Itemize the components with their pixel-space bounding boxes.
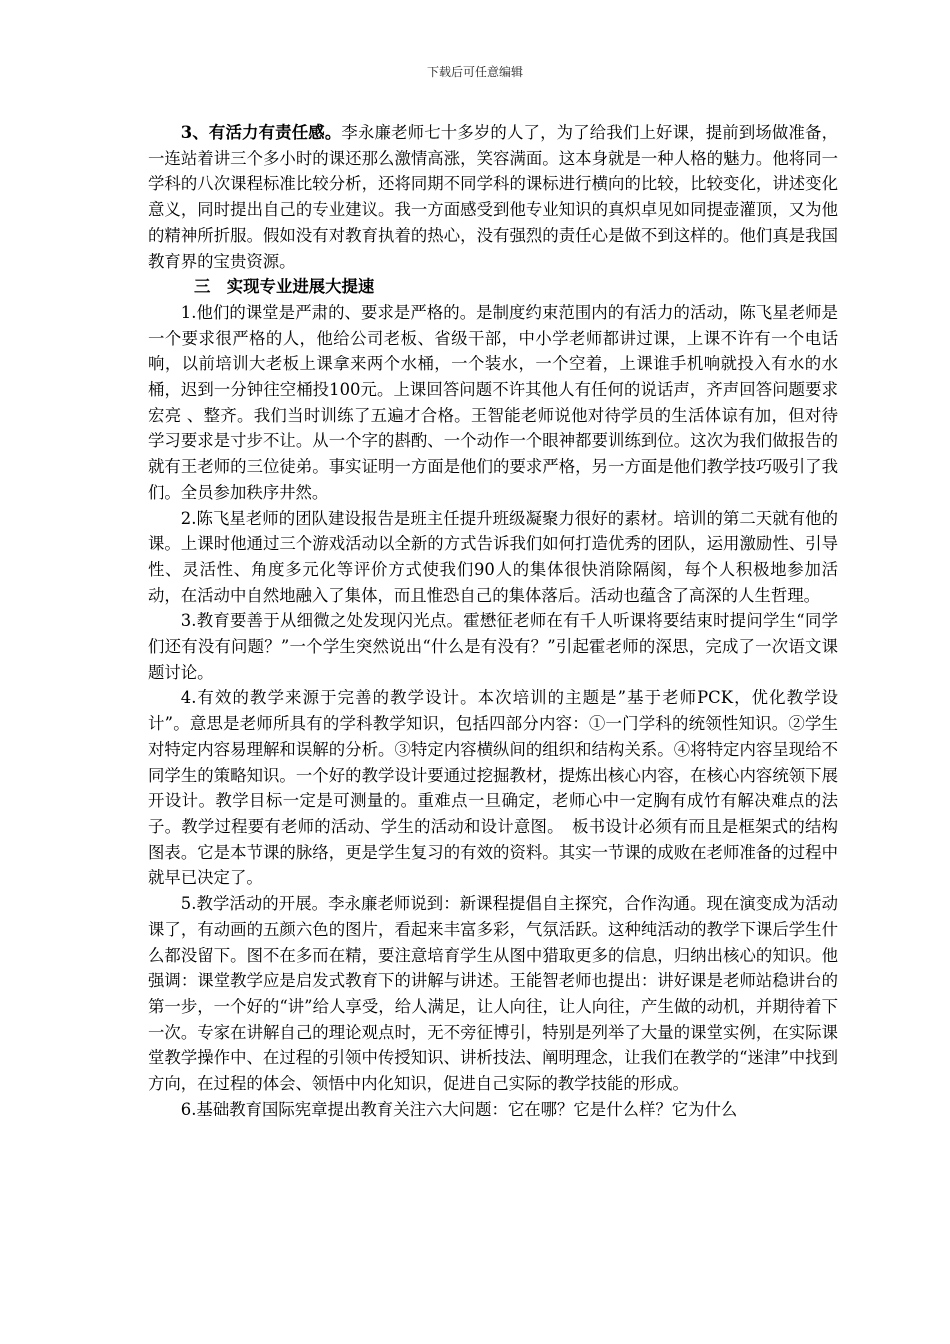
document-body — [148, 120, 838, 1122]
paragraph-4: 4.有效的教学来源于完善的教学设计。本次培训的主题是”基于老师PCK，优化教学设计”。意思是老师所具有的学科教学知识，包括四部分内容：①一门学科的统领性知识。②学生对特定内容易理解和误解的分析。③特定内容横纵间的组织和结构关系。④将特定内容呈现给不同学生的策略知识。一个好的教学设计要通过挖掘教材，提炼出核心内容，在核心内容统领下展开设计。教学目标一定是可测量的。重难点一旦确定，老师心中一定胸有成竹有解决难点的法子。教学过程要有老师的活动、学生的活动和设计意图。 板书设计必须有而且是框架式的结构图表。它是本节课的脉络，更是学生复习的有效的资料。其实一节课的成败在老师准备的过程中就早已决定了。 — [148, 688, 838, 888]
paragraph-3: 3.教育要善于从细微之处发现闪光点。霍懋征老师在有千人听课将要结束时提问学生“同学们还有没有问题？”一个学生突然说出“什么是有没有？”引起霍老师的深思，完成了一次语文课题讨论。 — [148, 611, 838, 682]
paragraph-5: 5.教学活动的开展。李永廉老师说到：新课程提倡自主探究，合作沟通。现在演变成为活动课了，有动画的五颜六色的图片，看起来丰富多彩，气氛活跃。这种纯活动的教学下课后学生什么都没留下。图不在多而在精，要注意培育学生从图中猎取更多的信息，归纳出核心的知识。他强调：课堂教学应是启发式教育下的讲解与讲述。王能智老师也提出：讲好课是老师站稳讲台的第一步，一个好的“讲”给人享受，给人满足，让人向往，让人向往，产生做的动机，并期待着下一次。专家在讲解自己的理论观点时，无不旁征博引，特别是列举了大量的课堂实例，在实际课堂教学操作中、在过程的引领中传授知识、讲析技法、阐明理念，让我们在教学的“迷津”中找到方向，在过程的体会、领悟中内化知识，促进自己实际的教学技能的形成。 — [148, 894, 838, 1094]
paragraph-6: 6.基础教育国际宪章提出教育关注六大问题：它在哪？它是什么样？它为什么 — [180, 1099, 738, 1119]
paragraph-2: 2.陈飞星老师的团队建设报告是班主任提升班级凝聚力很好的素材。培训的第二天就有他的课。上课时他通过三个游戏活动以全新的方式告诉我们如何打造优秀的团队，运用激励性、引导性、灵活性、角度多元化等评价方式使我们90人的集体很快消除隔阂，每个人积极地参加活动，在活动中自然地融入了集体，而且惟恐自己的集体落后。活动也蕴含了高深的人生哲理。 — [148, 508, 838, 605]
paragraph-intro — [148, 120, 838, 274]
page-header: 下载后可任意编辑 — [426, 65, 523, 79]
section-heading: 三 实现专业进展大提速 — [194, 277, 375, 297]
paragraph-lead: 3、有活力有责任感。 — [180, 123, 342, 142]
paragraph-text: 李永廉老师七十多岁的人了，为了给我们上好课，提前到场做准备，一连站着讲三个多小时的课还那么激情高涨，笑容满面。这本身就是一种人格的魅力。他将同一学科的八次课程标准比较分析，还将同期不同学科的课标进行横向的比较，比较变化，讲述变化意义，同时提出自己的专业建议。我一方面感受到他专业知识的真炽卓见如同提壶灌顶，又为他的精神所折服。假如没有对教育执着的热心，没有强烈的责任心是做不到这样的。他们真是我国教育界的宝贵资源。 — [148, 123, 839, 271]
paragraph-1: 1.他们的课堂是严肃的、要求是严格的。是制度约束范围内的有活力的活动，陈飞星老师是一个要求很严格的人，他给公司老板、省级干部，中小学老师都讲过课，上课不许有一个电话响，以前培训大老板上课拿来两个水桶，一个装水，一个空着，上课谁手机响就投入有水的水桶，迟到一分钟往空桶投100元。上课回答问题不许其他人有任何的说话声，齐声回答问题要求宏亮 、整齐。我们当时训练了五遍才合格。王智能老师说他对待学员的生活体谅有加，但对待学习要求是寸步不让。从一个字的斟酌、一个动作一个眼神都要训练到位。这次为我们做报告的就有王老师的三位徒弟。事实证明一方面是他们的要求严格，另一方面是他们教学技巧吸引了我们。全员参加秩序井然。 — [148, 302, 838, 502]
